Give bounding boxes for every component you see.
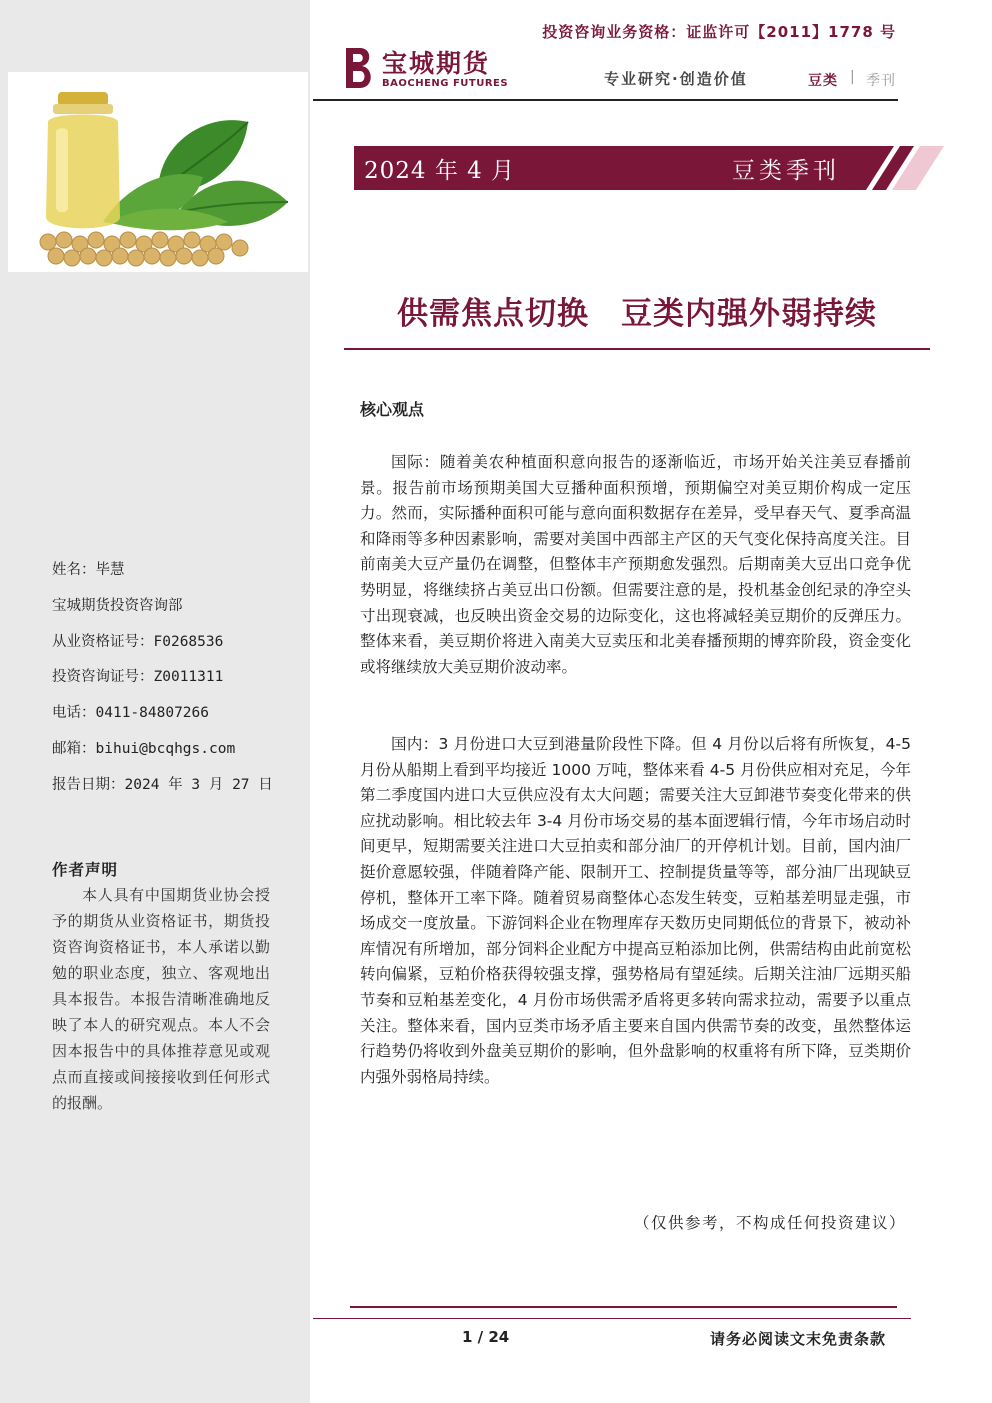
- oil-jar-soybean-image: [8, 72, 308, 272]
- soybean-oil-image: [8, 72, 308, 272]
- author-email: 邮箱：bihui@bcqhgs.com: [52, 740, 236, 757]
- company-logo: [342, 44, 512, 94]
- declaration-text: 本人具有中国期货业协会授予的期货从业资格证书，期货投资咨询资格证书，本人承诺以勤勉的职业态度，独立、客观地出具本报告。本报告清晰准确地反映了本人的研究观点。本人不会因本报告中的具体推荐意见或观点而直接或间接接收到任何形式的报酬。: [52, 886, 270, 1112]
- category-label: 豆类: [808, 73, 838, 89]
- category-separator: |: [850, 69, 855, 85]
- author-info: [52, 553, 273, 804]
- qualification-line: 投资咨询业务资格：证监许可【2011】1778 号: [542, 23, 896, 41]
- footer-disclaimer-note: 请务必阅读文末免责条款: [709, 1330, 886, 1348]
- footer-divider-top: [350, 1306, 897, 1308]
- slogan: 专业研究·创造价值: [604, 70, 748, 88]
- logo-english: BAOCHENG FUTURES: [382, 78, 509, 89]
- author-phone: 电话：0411-84807266: [52, 705, 209, 722]
- core-view-heading: 核心观点: [360, 400, 425, 419]
- logo-chinese: 宝城期货: [382, 49, 491, 78]
- frequency-label: 季刊: [866, 73, 896, 89]
- footer-divider-bottom: [313, 1318, 911, 1319]
- practice-license: 从业资格证号：F0268536: [52, 633, 224, 650]
- header-divider: [313, 99, 898, 101]
- domestic-paragraph: 国内：3 月份进口大豆到港量阶段性下降。但 4 月份以后将有所恢复，4-5 月份从船期上看到平均接近 1000 万吨，整体来看 4-5 月份供应相对充足，今年第二季度国内进口大豆供应没有太大问题；需要关注大豆卸港节奏变化带来的供应扰动影响。相比较去年 3-4 月份市场交易的基本面逻辑行情，今年市场启动时间更早，短期需要关注进口大豆拍卖和部分油厂的开停机计划。目前，国内油厂挺价意愿较强，伴随着降产能、限制开工、控制提货量等等，部分油厂出现缺豆停机，整体开工率下降。随着贸易商整体心态发生转变，豆粕基差明显走强，市场成交一度放量。下游饲料企业在物理库存天数历史同期低位的背景下，被动补库情况有所增加，部分饲料企业配方中提高豆粕添加比例，供需结构由此前宽松转向偏紧，豆粕价格获得较强支撑，强势格局有望延续。后期关注油厂远期买船节奏和豆粕基差变化，4 月份市场供需矛盾将更多转向需求拉动，需要予以重点关注。整体来看，国内豆类市场矛盾主要来自国内供需节奏的改变，虽然整体运行趋势仍将收到外盘美豆期价的影响，但外盘影响的权重将有所下降，豆类期价内强外弱格局持续。: [360, 735, 911, 1086]
- consulting-license: 投资咨询证号：Z0011311: [52, 669, 224, 686]
- report-title: 供需焦点切换 豆类内强外弱持续: [397, 296, 877, 332]
- report-date: 报告日期：2024 年 3 月 27 日: [52, 776, 273, 793]
- issue-type: 豆类季刊: [732, 158, 840, 184]
- page-number: 1 / 24: [462, 1328, 510, 1346]
- author-department: 宝城期货投资咨询部: [52, 597, 183, 614]
- declaration-title: 作者声明: [52, 861, 119, 879]
- international-paragraph: 国际：随着美农种植面积意向报告的逐渐临近，市场开始关注美豆春播前景。报告前市场预期美国大豆播种面积预增，预期偏空对美豆期价构成一定压力。然而，实际播种面积可能与意向面积数据存在差异，受早春天气、夏季高温和降雨等多种因素影响，需要对美国中西部主产区的天气变化保持高度关注。目前南美大豆产量仍在调整，但整体丰产预期愈发强烈。后期南美大豆出口竞争优势明显，将继续挤占美豆出口份额。但需要注意的是，投机基金创纪录的净空头寸出现衰减，也反映出资金交易的边际变化，这也将减轻美豆期价的反弹压力。整体来看，美豆期价将进入南美大豆卖压和北美春播预期的博弈阶段，资金变化或将继续放大美豆期价波动率。: [360, 453, 911, 676]
- author-name: 姓名：毕慧: [52, 562, 125, 578]
- logo-b-icon: [342, 44, 378, 92]
- issue-date: 2024 年 4 月: [364, 158, 516, 184]
- title-divider: [344, 348, 930, 350]
- investment-disclaimer: （仅供参考，不构成任何投资建议）: [633, 1214, 906, 1232]
